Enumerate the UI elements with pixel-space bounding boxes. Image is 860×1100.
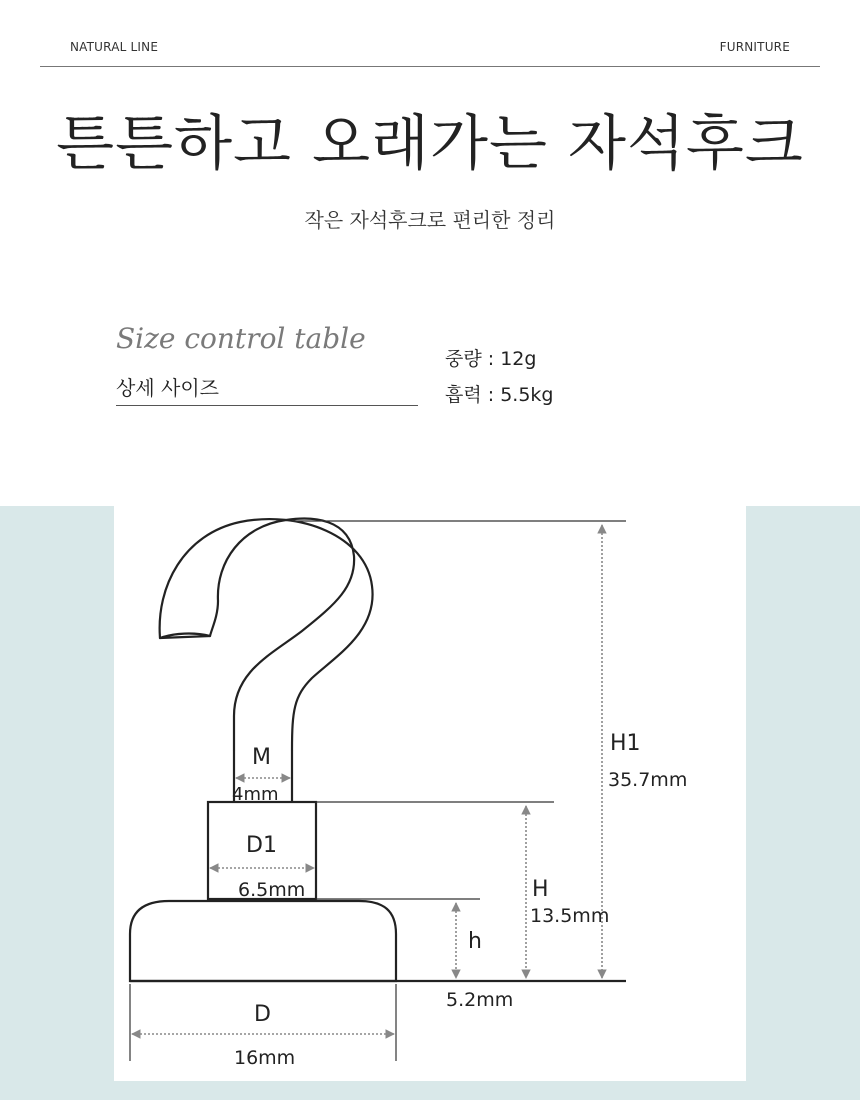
m-value: 4mm — [232, 784, 279, 805]
h-value: 5.2mm — [446, 989, 514, 1011]
brand-right: FURNITURE — [719, 40, 790, 54]
H-value: 13.5mm — [530, 905, 610, 927]
d1-label: D1 — [246, 833, 277, 858]
d-value: 16mm — [234, 1047, 296, 1069]
spec-holding-force: 흡력 : 5.5kg — [445, 384, 554, 406]
brand-left: NATURAL LINE — [70, 40, 159, 54]
page-subtitle: 작은 자석후크로 편리한 정리 — [304, 208, 556, 232]
top-bar — [40, 38, 820, 67]
magnet-base — [130, 901, 396, 981]
size-table-underline — [116, 405, 418, 406]
d-label: D — [254, 1002, 271, 1027]
size-table-script-title: Size control table — [116, 322, 366, 355]
diagram-panel — [114, 506, 746, 1081]
hook-shape — [160, 519, 373, 750]
h-label: h — [468, 929, 482, 954]
H1-value: 35.7mm — [608, 769, 688, 791]
size-table-title: 상세 사이즈 — [116, 376, 219, 400]
hook-dimension-diagram — [114, 506, 746, 1081]
H1-label: H1 — [610, 731, 641, 756]
spec-weight: 중량 : 12g — [445, 348, 537, 370]
page-title: 튼튼하고 오래가는 자석후크 — [56, 109, 804, 179]
d1-value: 6.5mm — [238, 879, 306, 901]
m-label: M — [252, 745, 271, 770]
H-label: H — [532, 877, 549, 902]
